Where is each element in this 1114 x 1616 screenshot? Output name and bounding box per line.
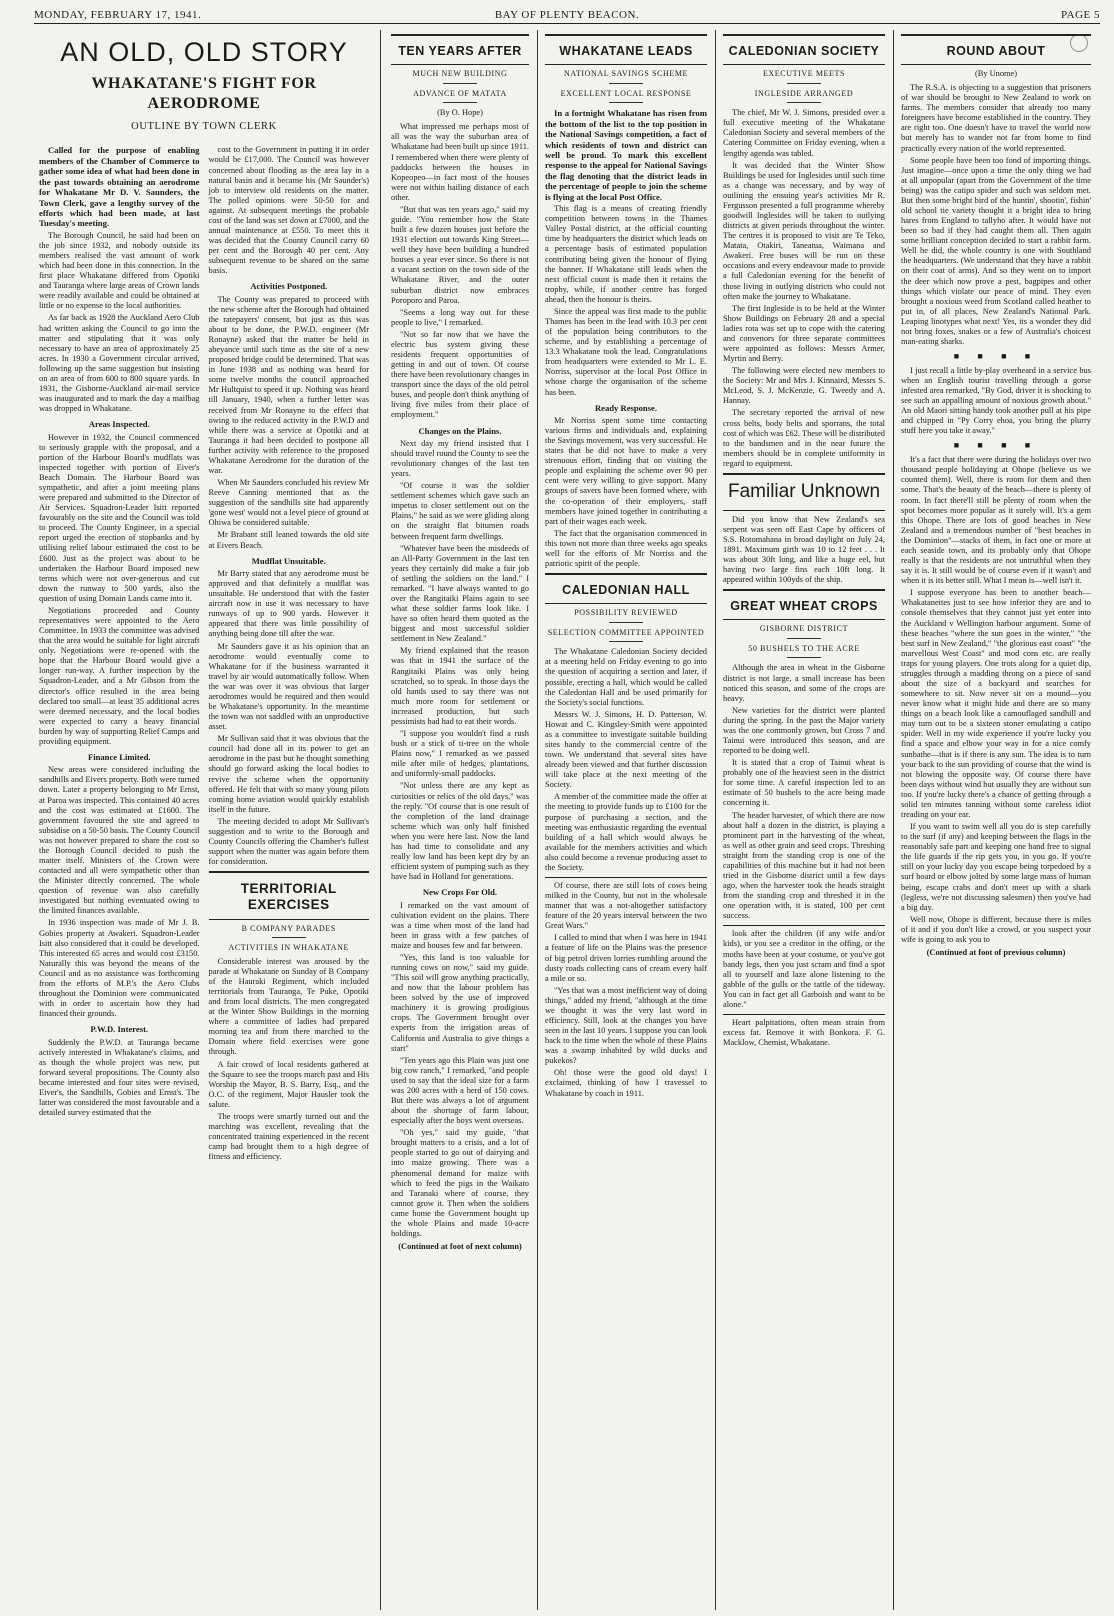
paragraph: The Borough Council, he said had been on the job since 1932, and nobody outside its members realised the vast amount of work which had been done in this connection. In the first place Whakatane differed from Opotiki and Tauranga where large areas of Crown lands were readily available and could be obtained at little or no expense to the local authorities. (39, 230, 200, 311)
caledonian-society-article (718, 30, 890, 1612)
deck: POSSIBILITY REVIEWED (574, 608, 678, 618)
divider (609, 83, 643, 84)
paragraph: This flag is a means of creating friendly competition between towns in the Thames Valley Postal district, at the official counting time by headquarters the district which leads on a percentage basis of estimated population contributing being given the honour of flying the banner. If Whakatane still leads when the next official count is made then it retains the trophy, while, if another centre has forged ahead, then the honour is theirs. (545, 204, 707, 304)
headline: GREAT WHEAT CROPS (730, 599, 878, 614)
headline: TEN YEARS AFTER (398, 44, 522, 58)
ten-years-continuation (545, 877, 707, 1099)
subheading: Changes on the Plains. (418, 425, 502, 436)
paragraph: In 1936 inspection was made of Mr J. B. Gobies property at Awakeri. Squadron-Leader Isitt also considered that it could be developed. This interested 65 acres and would cost £3150. Naturally this was beyond the means of the Council and as no assistance was forthcoming from the efforts of M.P.'s the Aero Clubs throughout the Dominion were communicated with in order to ascertain how they had financed their grounds. (39, 918, 200, 1019)
paragraph: cost to the Government in putting it in order would be £17,000. The Council was however concerned about flooding as the area lay in a natural basin and it became his (Mr Saunder's) job to interview old residents on the matter. The polled opinions were 50-50 for and against. At subsequent meetings the probable cost of the land was set down at £7000, and the annual maintenance at £550. To meet this it was decided that the County Council carry 60 per cent and the Borough 40 per cent. Any subsequent revenue to be shared on the same basis. (208, 145, 369, 276)
paragraph: Mr Saunders gave it as his opinion that an aerodrome would eventually come to Whakatane for if the business warranted it travel by air would automatically follow. When the war was over it was obvious that larger aerodromes would be required and then would be Whakatane's opportunity. In the meantime the town was not saddled with an unproductive asset. (208, 641, 369, 732)
paragraph: I just recall a little by-play overheard in a service bus when an English tourist travelling through a gorse infested area remarked, "By God, driver it is shocking to see such an appalling amount of noxious growth about." An old Maori sitting handy took another pull at his pipe and chipped in "Py Corry ehoa, you bring the plurry stuff here you take it away." (901, 365, 1091, 436)
great-wheat-crops-article (723, 589, 885, 620)
round-about-continuation (723, 925, 885, 1010)
masthead-date: MONDAY, FEBRUARY 17, 1941. (34, 8, 202, 21)
byline: (By O. Hope) (437, 108, 483, 118)
paragraph: The following were elected new members to the Society: Mr and Mrs J. Kinnaird, Messrs S. McLeod, S. J. McKenzie, G. Tweedy and A. Hannay. (723, 366, 885, 406)
paragraph: Of course, there are still lots of cows being milked in the County, but not in the wholesale manner that was a not-altogether satisfactory feature of the 20 years interval between the two Great Wars." (545, 881, 707, 931)
paragraph: The header harvester, of which there are now about half a dozen in the district, is playing a prominent part in the harvesting of the wheat, as well as other grain and seed crops. Threshing straight from the standing crop is one of the capabilities of this machine but it had not been tried in the Gisborne district until a few days ago, when the harvester took the heads straight from the standing crop and threshed it in the one operation with, it is stated, 100 per cent success. (723, 810, 885, 921)
subdeck: INGLESIDE ARRANGED (754, 88, 854, 98)
paragraph: If you want to swim well all you do is step carefully to the surf (if any) and keeping between the flags in the reasonably safe part and keeping one hand free to signal the life guards if the rip gets you, in you go. If you're still on your lucky day you escape being torpedoed by a surf board or elbow jolted by some large mass of human being, escape crabs and don't meet up with a shark (legless, we're not discussing salesmen) then you've had a big day. (901, 822, 1091, 912)
subdeck: ADVANCE OF MATATA (413, 88, 507, 98)
subheading: Mudflat Unsuitable. (251, 555, 326, 566)
paragraph: "Not so far now that we have the electric bus system giving these residents frequent opportunities of getting in and out of town. Of course there have been revolutionary changes in transport since the days of the old petrol buses, and people don't think anything of living five miles from their place of employment." (391, 329, 529, 420)
paragraph: My friend explained that the reason was that in 1941 the surface of the Rangitaiki Plains was only being scratched, so to speak. In those days the old hands used to say there was not much more room for settlement or increased production, but such pessimists had had to eat their words. (391, 646, 529, 726)
territorial-exercises-article (209, 871, 370, 919)
paragraph: It is stated that a crop of Tainui wheat is probably one of the heaviest seen in the district for some time. A careful inspection led to an estimate of 50 bushels to the acre being made concerning it. (723, 758, 885, 808)
paragraph: Negotiations proceeded and County representatives were appointed to the Aero Committee. In 1933 the committee was advised that the area would be suitable for light aircraft only. Negotiations were re-opened with the hope that the Harbour Board would give a longer run-way. A further inspection by the Squadron-Leader, and a Mr Gibson from the director's office resulted in the area being declared too small—at least 35 additional acres were deemed necessary, and the local bodies were expected to carry a heavy financial burden by way of supporting Relief Camps and providing equipment. (39, 605, 200, 746)
paragraph: Some people have been too fond of importing things. Just imagine—once upon a time the only thing we had at all unpopular (apart from the Government of the time being) was the catipo spider and such was seldom met. But then some bright bird of the huntin', shootin', fishin' old school tie variety thought it a bright idea to bring hares from England to tallyho after. It would have not been so bad if they had caught them all. Then again some brilliant conception decided to start a rabbit farm. Well he did, the whole country is one with Southland the headquarters. (We understand that they have a rabbit on their coat of arms). And so they went on to import the deer which now prove a pest, bagpipes and other things which violate our peace of mind. They even brought a noxious weed from Scotland called heather to put in, of all places, New Zealand's National Park. Leaping linotypes what next! Yes, its a wonder they did not bring foxes, snakes or a few of Australia's choicest man-eating sharks. (901, 155, 1091, 347)
advertisement (723, 1014, 885, 1048)
divider (609, 641, 643, 642)
divider (443, 83, 477, 84)
caledonian-hall-article (545, 573, 707, 604)
headline: TERRITORIAL EXERCISES (240, 881, 337, 913)
column-rule (537, 30, 538, 1610)
paragraph: Did you know that New Zealand's sea serpent was seen off East Cape by officers of S.S. Rotomahana in broad daylight on July 24, 1891. Maximum girth was 10 to 12 feet . . . It was about 30ft long, and like a huge eel, but having two large fins each 10ft long. It appeared within 100yds of the ship. (723, 514, 885, 585)
paragraph: The troops were smartly turned out and the marching was excellent, revealing that the concentrated training experienced in the recent camp had brought them to a high degree of fitness and efficiency. (208, 1111, 369, 1162)
paragraph: "Yes, this land is too valuable for running cows on now," said my guide. "This soil will grow anything practically, and now that the labour problem has been solved by the use of improved machinery it is growing prodigious crops. The Government brought over experts from the irrigation areas of California and Australia to give things a start" (391, 952, 529, 1053)
lead-paragraph: Called for the purpose of enabling members of the Chamber of Commerce to gather some idea of what had been done in the past towards obtaining an aerodrome for Whakatane Mr D. V. Saunders, the Town Clerk, gave a lengthy survey of the efforts which had been made, at last Tuesday's meeting. (39, 145, 200, 229)
paragraph: A fair crowd of local residents gathered at the Square to see the troops march past and His Worship the Mayor, B. S. Barry, Esq., and the O.C. of the regiment, Major Hausler took the salute. (208, 1059, 369, 1109)
paragraph: "Oh yes," said my guide, "that brought matters to a crisis, and a lot of people started to go out of dairying and into maize growing. There was a phenomenal demand for maize with which to feed the pigs in the Waikato and Taranaki where of course, they cannot grow it. Then when the soldiers came home the Government bought up the whole Plains and made 10-acre holdings. (391, 1128, 529, 1239)
masthead (34, 4, 1100, 24)
headline: CALEDONIAN HALL (562, 583, 690, 598)
ten-years-after-article (386, 30, 534, 1612)
divider (787, 102, 821, 103)
familiar-unknown-article (723, 473, 885, 511)
paragraph: However in 1932, the Council commenced to seriously grapple with the proposal, and a portion of the Harbour Board's mudflats was inspected together with portion of Eiver's Beach Domain. The Harbour Board was sympathetic, and after a joint meeting plans were prepared and submitted to the Director of Air Services. Squadron-Leader Isitt reported favourably on the site and the Council was told to proceed. The County Engineer, in a special report urged the erection of stopbanks and by utilising relief labour estimated the cost to be £600. Just as the project was about to be undertaken the Harbour Board imposed new terms which were not over-generous and cut down the runway to 500 yards, also the question of using Domain Lands came into it. (39, 432, 200, 603)
subdeck: ACTIVITIES IN WHAKATANE (228, 943, 350, 953)
subheading: Finance Limited. (87, 752, 151, 762)
masthead-page-number: PAGE 5 (1061, 8, 1100, 21)
deck: WHAKATANE'S FIGHT FOR AERODROME (91, 75, 317, 112)
deck: NATIONAL SAVINGS SCHEME (563, 69, 689, 78)
paragraph: The chief, Mr W. J. Simons, presided over a full executive meeting of the Whakatane Caledonian Society and several members of the Catering Committee on Friday evening, when a lengthy agenda was tabled. (723, 108, 885, 158)
divider (609, 102, 643, 103)
paragraph: The County was prepared to proceed with the new scheme after the Borough had obtained the ratepayers' consent, but just as this was about to be done, the P.W.D. engineer (Mr Ronayne) asked that the matter be held in abeyance until such time as the site of a new proposed bridge could be determined. That was in June 1938 and as nothing was heard for some twelve months the council approached Mr Hultquist to speed it up. Nothing was heard till January, 1940, when a further letter was received from Mr Ronayne to the effect that owing to the reduced activity in the P.W.D and while there was a service at Opotiki and at Tauranga it had been decided to postpone all further activity with reference to the proposed Whakatane Aerodrome for the duration of the war. (208, 294, 369, 476)
deck: EXECUTIVE MEETS (762, 69, 846, 78)
lead-paragraph: In a fortnight Whakatane has risen from the bottom of the list to the top position in the National Savings competition, a fact of which residents of town and district can well be proud. To mark this excellent response to the appeal for National Savings the flag denoting that the district leads in the percentage of people to join the scheme is flying at the local Post Office. (545, 108, 707, 202)
paragraph: A member of the committee made the offer at the meeting to provide funds up to £100 for the purpose of purchasing a section, and the meeting was enthusiastic regarding the eventual building of a hall which would always be available for the members activities and which also could become a revenue producing asset to the Society. (545, 792, 707, 872)
paragraph: The Whakatane Caledonian Society decided at a meeting held on Friday evening to go into the question of acquiring a section and later, if possible, erecting a hall, which would be called the Caledonian Hall and be used primarily for the Society's social functions. (545, 647, 707, 707)
paragraph: Well now, Ohope is different, because there is miles of it and if you don't like a crowd, or you suspect your wife is going to ask you to (901, 914, 1091, 944)
subheading: Areas Inspected. (88, 419, 150, 430)
lead-story (34, 30, 374, 1612)
headline: WHAKATANE LEADS (559, 44, 693, 58)
divider (272, 937, 306, 938)
subdeck: OUTLINE BY TOWN CLERK (131, 120, 277, 132)
paragraph: Next day my friend insisted that I should travel round the County to see the revolutionary changes of the last ten years. (391, 438, 529, 479)
subheading: P.W.D. Interest. (90, 1024, 149, 1035)
column-rule (380, 30, 381, 1610)
paragraph: Mr Sullivan said that it was obvious that the council had done all in its power to get an aerodrome in the past but he thought something should go forward asking the local bodies to revive the scheme when the opportunity offered. He felt that with so many young pilots coming home aviation would quickly establish itself in the future. (208, 734, 369, 814)
paragraph: It was decided that the Winter Show Buildings be used for Inglesides until such time as a change was necessary, and by way of outlining the ensuing year's activities Mr R. Fergusson presented a full programme whereby goodwill Inglesides will be taken to outlying districts at given periods throughout the winter. The centres it is proposed to visit are Te Teko, Matata, Otakiri, Taneatua, Waimana and Awakeri. Free buses will be run on these occasions and every endeavour made to provide a full Caledonian evening for the benefit of those living in outlying districts who could not often make the journey to Whakatane. (723, 160, 885, 301)
headline: AN OLD, OLD STORY (60, 37, 348, 67)
paragraph: "Seems a long way out for these people to live," I remarked. (391, 307, 529, 327)
paragraph: "Ten years ago this Plain was just one big cow ranch," I remarked, "and people used to say that the ideal size for a farm was 200 acres with a herd of 150 cows. But there was always a lot of argument about the shortage of farm labour, especially after the boys went overseas. (391, 1055, 529, 1126)
continued-note: (Continued at foot of next column) (398, 1242, 522, 1252)
advertisement-text: Heart palpitations, often mean strain from excess fat. Remove it with Bonkora. F. G. Macklow, Chemist, Whakatane. (723, 1018, 885, 1048)
section-divider-stars: ■ ■ ■ ■ (953, 351, 1039, 362)
subheading: Ready Response. (594, 402, 658, 413)
library-stamp-icon (1070, 34, 1088, 52)
paragraph: "I suppose you wouldn't find a rush bush or a stick of ti-tree on the whole Plains now," I remarked as we passed mile after mile of hedges, plantations, and uniformly-small paddocks. (391, 729, 529, 779)
paragraph: look after the children (if any wife and/or kids), or you see a creditor in the offing, or the moths have been at your costume, or you've got bandy legs, then you just scram and find a spot all to yourself and laze alone listening to the gabble of the gulls or the tattle of the tideway. You can in fact get all Garboish and want to be alone." (723, 929, 885, 1009)
paragraph: As far back as 1928 the Auckland Aero Club had written asking the Council to go into the matter and stipulating that it was only necessary to have an area of approximately 25 acres. In 1930 a Government circular arrived, following up the same suggestion but insisting on an area of from 600 to 800 square yards. In 1931, the Gisborne-Auckland air-mail service was inaugurated and to mark the day a mailbag was dropped in Whakatane. (39, 313, 200, 414)
subheading: Activities Postponed. (250, 281, 328, 292)
paragraph: Since the appeal was first made to the public Thames has been in the lead with 10.3 per cent of the population being contributors to the scheme, and by establishing a percentage of 13.3 Whakatane took the lead. Congratulations from headquarters were extended to Mr L. E. Norriss, supervisor at the local Post Office in whose charge the organisation of the scheme has been. (545, 306, 707, 397)
paragraph: Oh! those were the good old days! I exclaimed, thinking of how I travessel to Whakatane by coach in 1911. (545, 1068, 707, 1098)
paragraph: The fact that the organisation commenced in this town not more than three weeks ago speaks well for the efforts of Mr Norriss and the patriotic spirit of the people. (545, 528, 707, 569)
column-rule (893, 30, 894, 1610)
paragraph: I remarked on the vast amount of cultivation evident on the plains. There was a time when most of the land had been in grass with a few patches of maize and houses few and far between. (391, 900, 529, 950)
headline: CALEDONIAN SOCIETY (728, 44, 880, 58)
paragraph: New areas were considered including the sandhills and Eivers property. Both were turned down. Later a property belonging to Mr Ernst, at Paroa was inspected. This contained 40 acres and the cost was estimated at £1600. The government favoured the site and agreed to subsidise on a 50-50 basis. The County Council was not however prepared to share the cost so the Borough Council decided to push the matter itself. Ministers of the Crown were contacted and all were sympathetic other than the Minister directly concerned. The whole question of revenue was also carefully investigated but nothing eventuated owing to the limited finances available. (39, 765, 200, 916)
paragraph: Mr Brabant still leaned towards the old site at Eivers Beach. (208, 530, 369, 550)
paragraph: The secretary reported the arrival of new cross belts, body belts and sporrans, the total cost of which was £62. These will be distributed to the bandsmen and in the near future the members should be in complete uniformity in regard to equipment. (723, 408, 885, 468)
paragraph: I suppose everyone has been to another beach—Whakataneites just to see how inferior they are and to console themselves that they cannot just yet enter into the Auckland v Wellington harbour argument. Some of these beaches "where the sun goes in the winter," "the best surf in New Zealand," "the glorious east coast" "the marvellous West Coast" and mod cons etc. are really traps for young players. One trots along for a quiet dip, struggles through a madding throng on a piece of sand about the size of a backyard and searches for somewhere to sit. Now never sit on a mound—you never know what it might hide and there are so many things on a beach look like a camouflaged sandhill and may turn out to be a sixteen stoner emulating a catipo spider. Well in my wide experience if you're lucky you find a space and elbow your way in for a nice comfy sunbathe—that is if there is any sun. The idea is to turn your back to the sun providing of course that the wind is not blowing the opposite way. Of course there have been days without wind but usually they are without sun too. If you're lucky there's a chance of getting through a solid ten minutes tanning without some careless idiot treading on your ear. (901, 588, 1091, 819)
divider (787, 657, 821, 658)
subheading: New Crops For Old. (422, 887, 498, 898)
whakatane-leads-article (540, 30, 712, 1612)
paragraph: Mr Norriss spent some time contacting various firms and individuals and, explaining the Savings movement, was very successful. He states that he did not have to make a very strenuous effort, finding that on visiting the people and explaining the scheme over 90 per cent were very willing to give support. Many groups of savers have been formed where, with the co-operation of their employers, staff members have joined together in contributing a part of their wages each week. (545, 415, 707, 526)
headline: Familiar Unknown (727, 480, 881, 502)
headline: ROUND ABOUT (946, 44, 1046, 58)
byline: (By Unome) (974, 69, 1018, 78)
paragraph: New varieties for the district were planted during the spring. In the past the Major variety was the one commonly grown, but Cross 7 and Tainui were introduced this season, and are reported to be doing well. (723, 705, 885, 756)
paragraph: "Yes that was a most inefficient way of doing things," added my friend, "although at the time we thought it was the very last word in efficiency. Still, look at the changes you have seen in the last 10 years. I suppose you can look back to the time when the whole of these Plains was a swamp inhabited by wild ducks and pukekos? (545, 985, 707, 1066)
deck: GISBORNE DISTRICT (759, 624, 849, 634)
continued-note: (Continued at foot of previous column) (926, 948, 1066, 957)
divider (443, 102, 477, 103)
lead-story-right-column (209, 145, 370, 1164)
paragraph: "Whatever have been the misdeeds of an All-Party Government in the last ten years they certainly did make a fair job of settling the soldiers on the land." I remarked. "I have always wanted to go over the Rangitaiki Plains again to see what these soldier farms look like. I have so often heard them quoted as the biggest and most successful soldier settlement in New Zealand." (391, 543, 529, 644)
round-about-column (896, 30, 1096, 1612)
paragraph: The R.S.A. is objecting to a suggestion that prisoners of war should be brought to New Zealand to work on farms. The members consider that already too many foreigners have become established in the country. They are right too. One doesn't have to travel the world now but merely has to wander not far from home to find practically every nation of the world represented. (901, 83, 1091, 153)
masthead-title: BAY OF PLENTY BEACON. (494, 8, 640, 21)
paragraph: I called to mind that when I was here in 1941 a feature of life on the Plains was the presence of big petrol driven lorries rumbling around the dusty roads collecting cans of cream every half a mile or so. (545, 933, 707, 983)
paragraph: What impressed me perhaps most of all was the way the suburban area of Whakatane had been built up since 1911. I remembered when there were plenty of paddocks between the houses in Kopeopeo—in fact most of the houses were not within hailing distance of each other. (391, 122, 529, 202)
paragraph: The first Ingleside is to be held at the Winter Show Buildings on February 28 and a special ladies rota was set up to cope with the catering and convenors for three separate committees were appointed as follows: Messrs Armer, Myrtin and Berry. (723, 303, 885, 364)
subdeck: 50 BUSHELS TO THE ACRE (748, 643, 860, 653)
paragraph: "Of course it was the soldier settlement schemes which gave such an impetus to closer settlement out on the Plains," he said as we were gliding along on the straight flat bitumen roads between frequent farm dwellings. (391, 481, 529, 541)
paragraph: Mr Barry stated that any aerodrome must be approved and that definitely a mudflat was unsuitable. He understood that with the faster aircraft now in use it was necessary to have runways of up to 900 yards. However it appeared that there was little possibility of anything being done till after the war. (208, 568, 369, 639)
section-divider-stars: ■ ■ ■ ■ (953, 440, 1039, 451)
subdeck: SELECTION COMMITTEE APPOINTED (547, 627, 705, 637)
paragraph: Although the area in wheat in the Gisborne district is not large, a small increase has been noticed this season, and some of the crops are heavy. (723, 663, 885, 703)
paragraph: When Mr Saunders concluded his review Mr Reeve Canning mentioned that as the suggestion of the sandhills site had apparently 'gone west' would not a level piece of ground at Ohiwa be considered suitable. (208, 478, 369, 528)
lead-story-left-column (39, 145, 200, 1164)
column-rule (715, 30, 716, 1610)
paragraph: Considerable interest was aroused by the parade at Whakatane on Sunday of B Company of the Hauraki Regiment, which included territorials from Tauranga, Te Puke, Opotiki and from local districts. The men congregated at the Winter Show Buildings in the morning where a committee of ladies had prepared morning tea and from there marched to the Domain where field exercises were gone through. (208, 956, 369, 1057)
paragraph: Messrs W. J. Simons, H. D. Patterson, W. Howat and C. Kingsley-Smith were appointed as a committee to investigate suitable building sites handy to the commercial centre of the town. We understand that several sites have already been viewed and that further discussion will take place at the next meeting of the Society. (545, 709, 707, 790)
subdeck: EXCELLENT LOCAL RESPONSE (560, 88, 692, 98)
paragraph: "Not unless there are any kept as curiosities or relics of the old days," was the reply. "Of course that is one result of the completion of the land drainage scheme which was only half finished when you were here last. Now the land has had time to consolidate and any really low land has been kept dry by an efficient system of pumping such as they have had in Holland for generations. (391, 781, 529, 882)
divider (787, 638, 821, 639)
paragraph: Suddenly the P.W.D. at Tauranga became actively interested in Whakatane's claims, and as though the whole project was new, put forward several propositions. The County also became interested and four sites were revised, Eiver's, the Sandhills, Gobies and Ernst's. The latter was considered the most favourable and a detailed survey estimated that the (39, 1037, 200, 1118)
paragraph: "But that was ten years ago," said my guide. "You remember how the State built a few dozen houses just before the 1931 election out towards King Street—well they have been building a hundred houses a year ever since. So there is not a vacant section on the town side of the Whakatane River, and the outer suburban district now embraces Poroporo and Paroa. (391, 204, 529, 305)
paragraph: It's a fact that there were during the holidays over two thousand people holidaying at Ohope (believe us we counted them). Well, there is room for them and then some. That's the beauty of the beach—there is plenty of room. In fact there'll still be plenty of room when the spot becomes more popular as it surely will. It's a gem this Ohope. There are lots of good beaches in New Zealand and a tremendous number of "best beaches in the Dominion"—stacks of them, in fact one or more at each seaside town, and its probably only that Ohope really is that the residents are not untruthful when they say it is. It still would be of course even if it wasn't and when it is its better still. What I mean is—well isn't it. (901, 455, 1091, 586)
paragraph: The meeting decided to adopt Mr Sullivan's suggestion and to write to the Borough and County Councils offering the Chamber's fullest support when the matter was again before them for consideration. (208, 816, 369, 867)
deck: MUCH NEW BUILDING (412, 69, 508, 78)
divider (787, 83, 821, 84)
deck: B COMPANY PARADES (241, 923, 336, 933)
divider (609, 622, 643, 623)
